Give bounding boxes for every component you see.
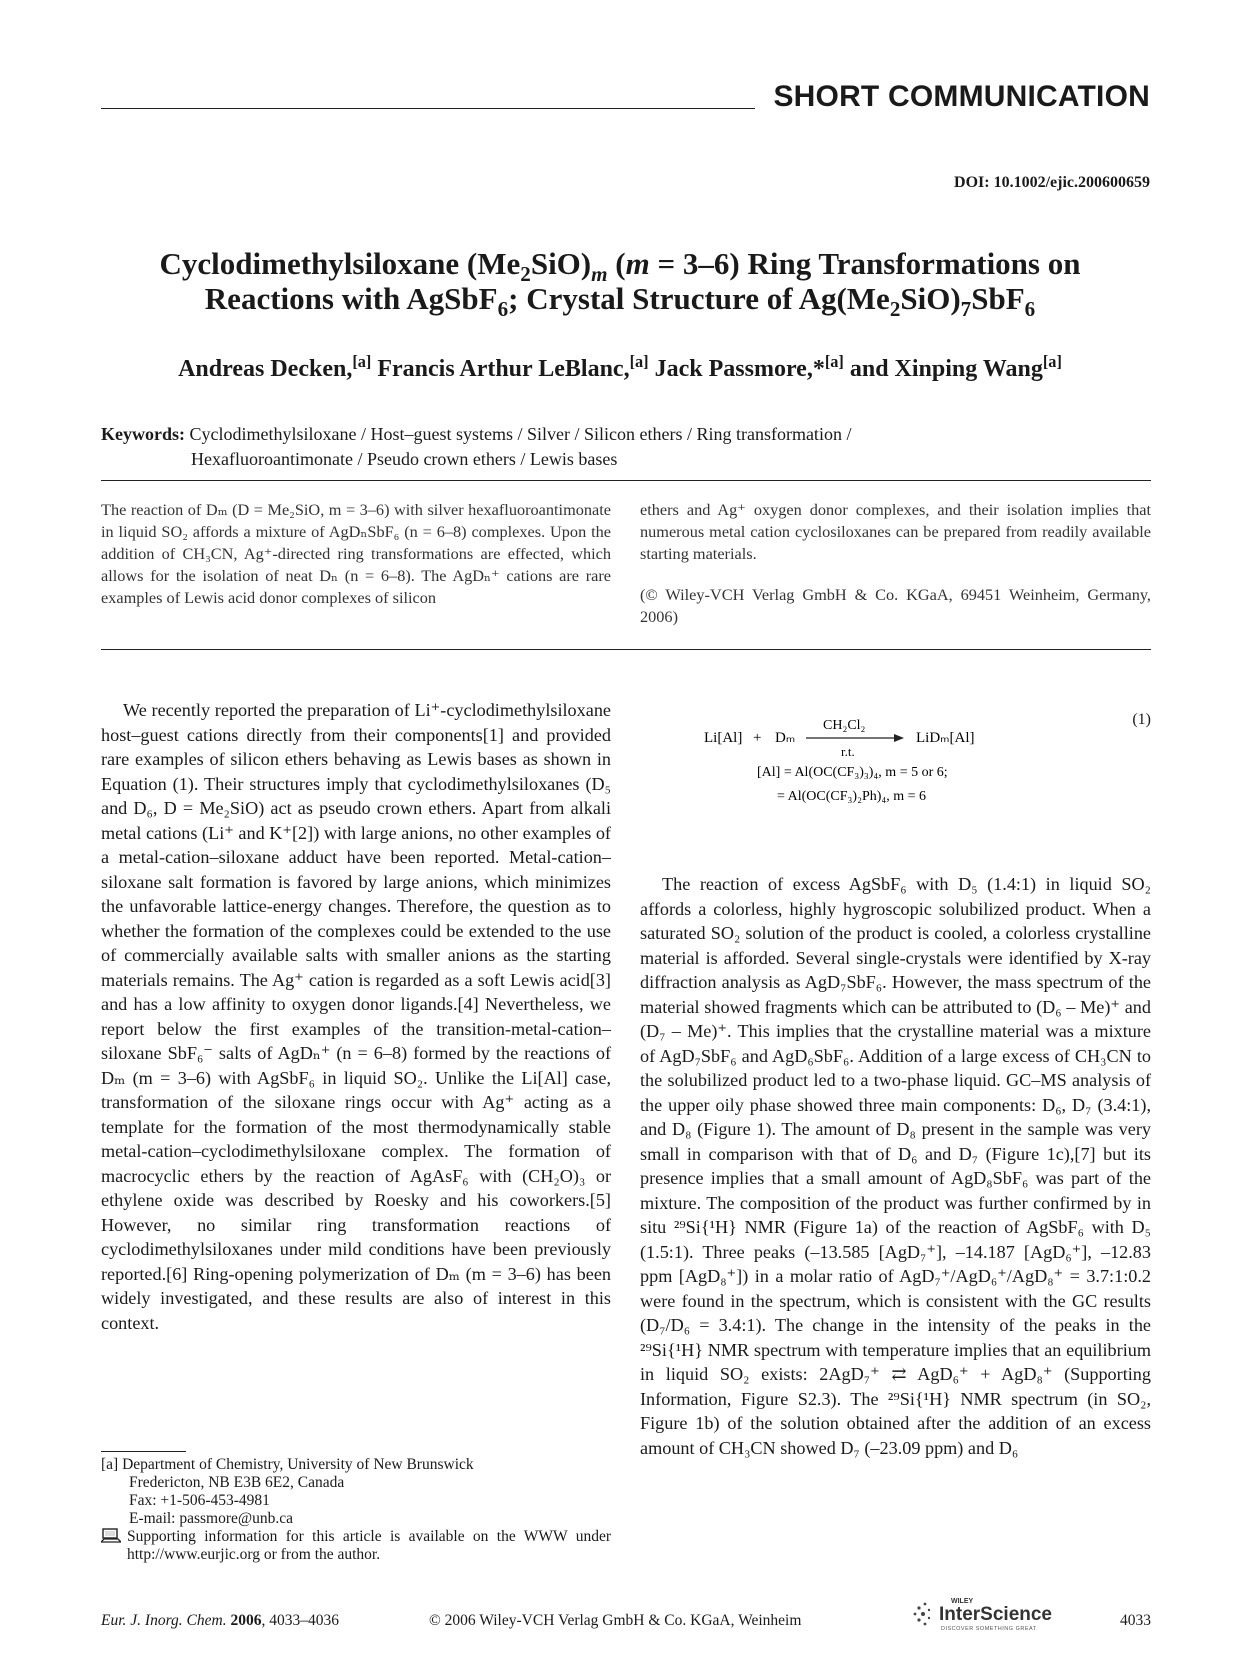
- keywords-line-2: Hexafluoroantimonate / Pseudo crown ethers / Lewis bases: [191, 449, 618, 469]
- supporting-info-note: [101, 1528, 611, 1564]
- page-footer: [101, 1598, 1151, 1642]
- affiliation-marker: [a]: [352, 352, 372, 371]
- footnotes: [101, 1456, 611, 1564]
- equation-1: [640, 704, 1151, 814]
- body-paragraph: The reaction of excess AgSbF₆ with D₅ (1.4:1) in liquid SO₂ affords a colorless, highly hygroscopic solubilized product. When a saturated SO₂ solution of the product is cooled, a colorless crystalline material is afforded. Several single-crystals were identified by X-ray diffraction analysis as AgD₇SbF₆. However, the mass spectrum of the material showed fragments which can be attributed to (D₆ – Me)⁺ and (D₇ – Me)⁺. This implies that the crystalline material was a mixture of AgD₇SbF₆ and AgD₆SbF₆. Addition of a large excess of CH₃CN to the solubilized product led to a two-phase liquid. GC–MS analysis of the upper oily phase showed three main components: D₆, D₇ (3.4:1), and D₈ (Figure 1). The amount of D₈ present in the sample was very small in comparison with that of D₆ and D₇ (Figure 1c),[7] but its presence implies that a small amount of AgD₈SbF₆ was part of the mixture. The composition of the product was further confirmed by in situ ²⁹Si{¹H} NMR (Figure 1a) of the reaction of AgSbF₆ with D₅ (1.5:1). Three peaks (–13.585 [AgD₇⁺], –14.187 [AgD₆⁺], –12.83 ppm [AgD₈⁺]) in a molar ratio of AgD₇⁺/AgD₆⁺/AgD₈⁺ = 3.7:1:0.2 were found in the spectrum, which is consistent with the GC results (D₇/D₆ = 3.4:1). The change in the intensity of the peaks in the ²⁹Si{¹H} NMR spectrum with temperature implies that an equilibrium in liquid SO₂ exists: 2AgD₇⁺ ⇄ AgD₆⁺ + AgD₈⁺ (Supporting Information, Figure S2.3). The ²⁹Si{¹H} NMR spectrum (in SO₂, Figure 1b) of the solution obtained after the addition of an excess amount of CH₃CN showed D₇ (–23.09 ppm) and D₆: [640, 874, 1151, 1458]
- body-right-column: [640, 872, 1151, 1460]
- author-list: [100, 352, 1140, 383]
- article-title: [100, 246, 1140, 322]
- author-name: Jack Passmore,*: [648, 356, 825, 382]
- footnote-rule: [101, 1451, 186, 1452]
- abstract-rule-bottom: [101, 649, 1151, 650]
- author-name: Francis Arthur LeBlanc,: [371, 356, 630, 382]
- svg-text:DISCOVER SOMETHING GREAT: DISCOVER SOMETHING GREAT: [941, 1626, 1037, 1632]
- affiliation-email[interactable]: E-mail: passmore@unb.ca: [129, 1510, 294, 1527]
- svg-text:WILEY: WILEY: [951, 1598, 974, 1605]
- abstract-rule-top: [101, 480, 1151, 481]
- footer-journal-citation: Eur. J. Inorg. Chem. 2006, 4033–4036: [101, 1612, 339, 1629]
- equation-reactant-2: Dₘ: [775, 730, 796, 746]
- supporting-info-text: Supporting information for this article is available on the WWW under http://www.eurjic.org or from the author.: [127, 1528, 611, 1563]
- keywords: [101, 422, 1151, 472]
- equation-number: (1): [1132, 711, 1151, 728]
- abstract-right-column: [640, 499, 1151, 628]
- title-line-1: Cyclodimethylsiloxane $(Me_2SiO)_m$ (m = 3–6) Ring Transformations on: [159, 246, 1081, 287]
- footer-copyright: © 2006 Wiley-VCH Verlag GmbH & Co. KGaA, Weinheim: [429, 1612, 802, 1629]
- affiliation-address: Fredericton, NB E3B 6E2, Canada: [129, 1474, 345, 1491]
- abstract-copyright: (© Wiley-VCH Verlag GmbH & Co. KGaA, 69451 Weinheim, Germany, 2006): [640, 585, 1151, 626]
- abstract-left-column: [101, 499, 611, 609]
- equation-plus: +: [753, 730, 762, 746]
- affiliation-marker: [a]: [1042, 352, 1062, 371]
- equation-condition-1: [Al] = Al(OC(CF₃)₃)₄, m = 5 or 6;: [757, 765, 948, 780]
- equation-product: LiDₘ[Al]: [916, 730, 975, 746]
- affiliation-marker: [a]: [629, 352, 649, 371]
- abstract-text: The reaction of Dₘ (D = Me₂SiO, m = 3–6) with silver hexafluoroantimonate in liquid SO₂ affords a mixture of AgDₙSbF₆ (n = 6–8) complexes. Upon the addition of CH₃CN, Ag⁺-directed ring transformations are effected, which allows for the isolation of neat Dₙ (n = 6–8). The AgDₙ⁺ cations are rare examples of Lewis acid donor complexes of silicon: [101, 500, 611, 607]
- equation-reactant-1: Li[Al]: [704, 730, 743, 746]
- equation-over-arrow: CH₂Cl₂: [823, 718, 866, 733]
- equation-condition-2: = Al(OC(CF₃)₂Ph)₄, m = 6: [777, 789, 927, 804]
- footnote-marker: [a]: [101, 1456, 119, 1473]
- equation-graphic: [640, 704, 1151, 814]
- svg-text:InterScience: InterScience: [939, 1604, 1052, 1625]
- header-rule: [101, 108, 755, 109]
- author-name: Andreas Decken,: [178, 356, 353, 382]
- affiliation-marker: [a]: [824, 352, 844, 371]
- equation-arrow-head: [894, 734, 904, 742]
- keywords-label: Keywords:: [101, 424, 185, 444]
- abstract-text-continued: ethers and Ag⁺ oxygen donor complexes, and their isolation implies that numerous metal cation cyclosiloxanes can be prepared from readily available starting materials.: [640, 500, 1151, 563]
- section-label: SHORT COMMUNICATION: [773, 80, 1150, 113]
- equation-under-arrow: r.t.: [841, 744, 855, 759]
- publisher-logo: [911, 1594, 1081, 1634]
- title-line-2: Reactions with AgSbF$_6$; Crystal Structure of $Ag(Me_2SiO)_7SbF_6$: [204, 281, 1036, 322]
- keywords-line-1: Cyclodimethylsiloxane / Host–guest systems / Silver / Silicon ethers / Ring transformation /: [185, 424, 852, 444]
- computer-icon: [101, 1528, 121, 1564]
- page-number: 4033: [1120, 1612, 1151, 1629]
- affiliation-department: Department of Chemistry, University of New Brunswick: [122, 1456, 474, 1473]
- affiliation-footnote: [101, 1456, 611, 1474]
- doi-label[interactable]: DOI: 10.1002/ejic.200600659: [954, 174, 1150, 191]
- author-name: and Xinping Wang: [843, 356, 1043, 382]
- body-left-column: [101, 698, 611, 1335]
- body-paragraph: We recently reported the preparation of Li⁺-cyclodimethylsiloxane host–guest cations directly from their components[1] and provided rare examples of silicon ethers behaving as Lewis bases as shown in Equation (1). Their structures imply that cyclodimethylsiloxanes (D₅ and D₆, D = Me₂SiO) act as pseudo crown ethers. Apart from alkali metal cations (Li⁺ and K⁺[2]) with large anions, no other examples of a metal-cation–siloxane adduct have been reported. Metal-cation–siloxane salt formation is favored by large anions, which minimizes the unfavorable lattice-energy changes. Therefore, the question as to whether the formation of the complexes could be extended to the use of commercially available salts with smaller anions as the starting materials remains. The Ag⁺ cation is regarded as a soft Lewis acid[3] and has a low affinity to oxygen donor ligands.[4] Nevertheless, we report below the first examples of the transition-metal-cation–siloxane SbF₆⁻ salts of AgDₙ⁺ (n = 6–8) formed by the reactions of Dₘ (m = 3–6) with AgSbF₆ in liquid SO₂. Unlike the Li[Al] case, transformation of the siloxane rings occur with Ag⁺ acting as a template for the formation of the most thermodynamically stable metal-cation–cyclodimethylsiloxane complex. The formation of macrocyclic ethers by the reaction of AgAsF₆ with (CH₂O)₃ or ethylene oxide was described by Roesky and his coworkers.[5] However, no similar ring transformation reactions of cyclodimethylsiloxanes under mild conditions have been previously reported.[6] Ring-opening polymerization of Dₘ (m = 3–6) has been widely investigated, and these results are also of interest in this context.: [101, 700, 611, 1333]
- affiliation-fax: Fax: +1-506-453-4981: [129, 1492, 270, 1509]
